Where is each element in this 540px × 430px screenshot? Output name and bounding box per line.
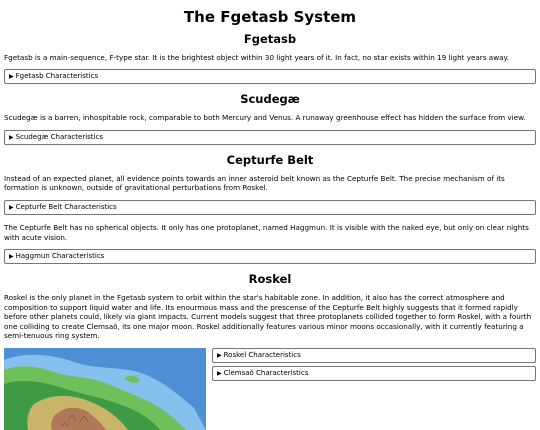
fgetasb-characteristics-toggle[interactable] bbox=[4, 69, 536, 84]
details-summary-label: Roskel Characteristics bbox=[223, 350, 301, 359]
roskel-details-column bbox=[212, 348, 536, 384]
details-summary-label: Fgetasb Characteristics bbox=[15, 72, 99, 81]
terrain-map-graphic bbox=[4, 348, 206, 430]
haggmun-description: The Cepturfe Belt has no spherical objects. It only has one protoplanet, named Haggmun. It is visible with the naked eye, but only on clear nights with acute vision. bbox=[4, 222, 529, 242]
disclosure-triangle-icon: ▶ bbox=[217, 370, 222, 378]
disclosure-triangle-icon: ▶ bbox=[217, 351, 222, 359]
section-heading-fgetasb: Fgetasb bbox=[243, 32, 297, 46]
disclosure-triangle-icon: ▶ bbox=[9, 253, 14, 261]
section-heading-roskel: Roskel bbox=[248, 272, 292, 287]
section-heading-cepturfe-belt: Cepturfe Belt bbox=[226, 152, 314, 167]
page-title: The Fgetasb System bbox=[183, 8, 357, 26]
details-summary-label: Scudegæ Characteristics bbox=[15, 132, 103, 141]
roskel-characteristics-toggle[interactable] bbox=[212, 348, 536, 363]
cepturfe-belt-description: Instead of an expected planet, all evidence points towards an inner asteroid belt known as the Cepturfe Belt. The precise mechanism of its formation is unknown, outside of gravitational perturbations from Roskel. bbox=[4, 173, 505, 193]
details-summary-label: Cepturfe Belt Characteristics bbox=[15, 202, 117, 211]
roskel-description: Roskel is the only planet in the Fgetasb system to orbit within the star's habitable zone. In addition, it also has the correct atmosphere and composition to support liquid water and life. Its enourmous mass and the prescense of the Cepturfe Belt highly suggests that it formed rapidly before other planets could, likely via giant impacts. Current models suggest that three protoplanets collided together to form Roskel, with a fourth one colliding to create Clemsaŏ, its one major moon. Roskel additionally features various minor moons occasionally, with it currently featuring a semi-tenuous ring system. bbox=[4, 293, 532, 341]
scudegae-description: Scudegæ is a barren, inhospitable rock, comparable to both Mercury and Venus. A runaway greenhouse effect has hidden the surface from view. bbox=[4, 113, 526, 123]
section-heading-scudegae: Scudegæ bbox=[240, 92, 300, 107]
roskel-terrain-map bbox=[4, 348, 206, 430]
cepturfe-belt-characteristics-toggle[interactable] bbox=[4, 200, 536, 215]
details-summary-label: Haggmun Characteristics bbox=[15, 252, 105, 261]
scudegae-characteristics-toggle[interactable] bbox=[4, 130, 536, 145]
page bbox=[0, 8, 540, 428]
disclosure-triangle-icon: ▶ bbox=[9, 133, 14, 141]
clemsao-characteristics-toggle[interactable] bbox=[212, 366, 536, 381]
disclosure-triangle-icon: ▶ bbox=[9, 203, 14, 211]
disclosure-triangle-icon: ▶ bbox=[9, 73, 14, 81]
details-summary-label: Clemsaŏ Characteristics bbox=[223, 369, 309, 378]
fgetasb-description: Fgetasb is a main-sequence, F-type star. It is the brightest object within 30 light years of it. In fact, no star exists within 19 light years away. bbox=[4, 52, 509, 62]
haggmun-characteristics-toggle[interactable] bbox=[4, 249, 536, 264]
roskel-media-row bbox=[4, 348, 536, 428]
